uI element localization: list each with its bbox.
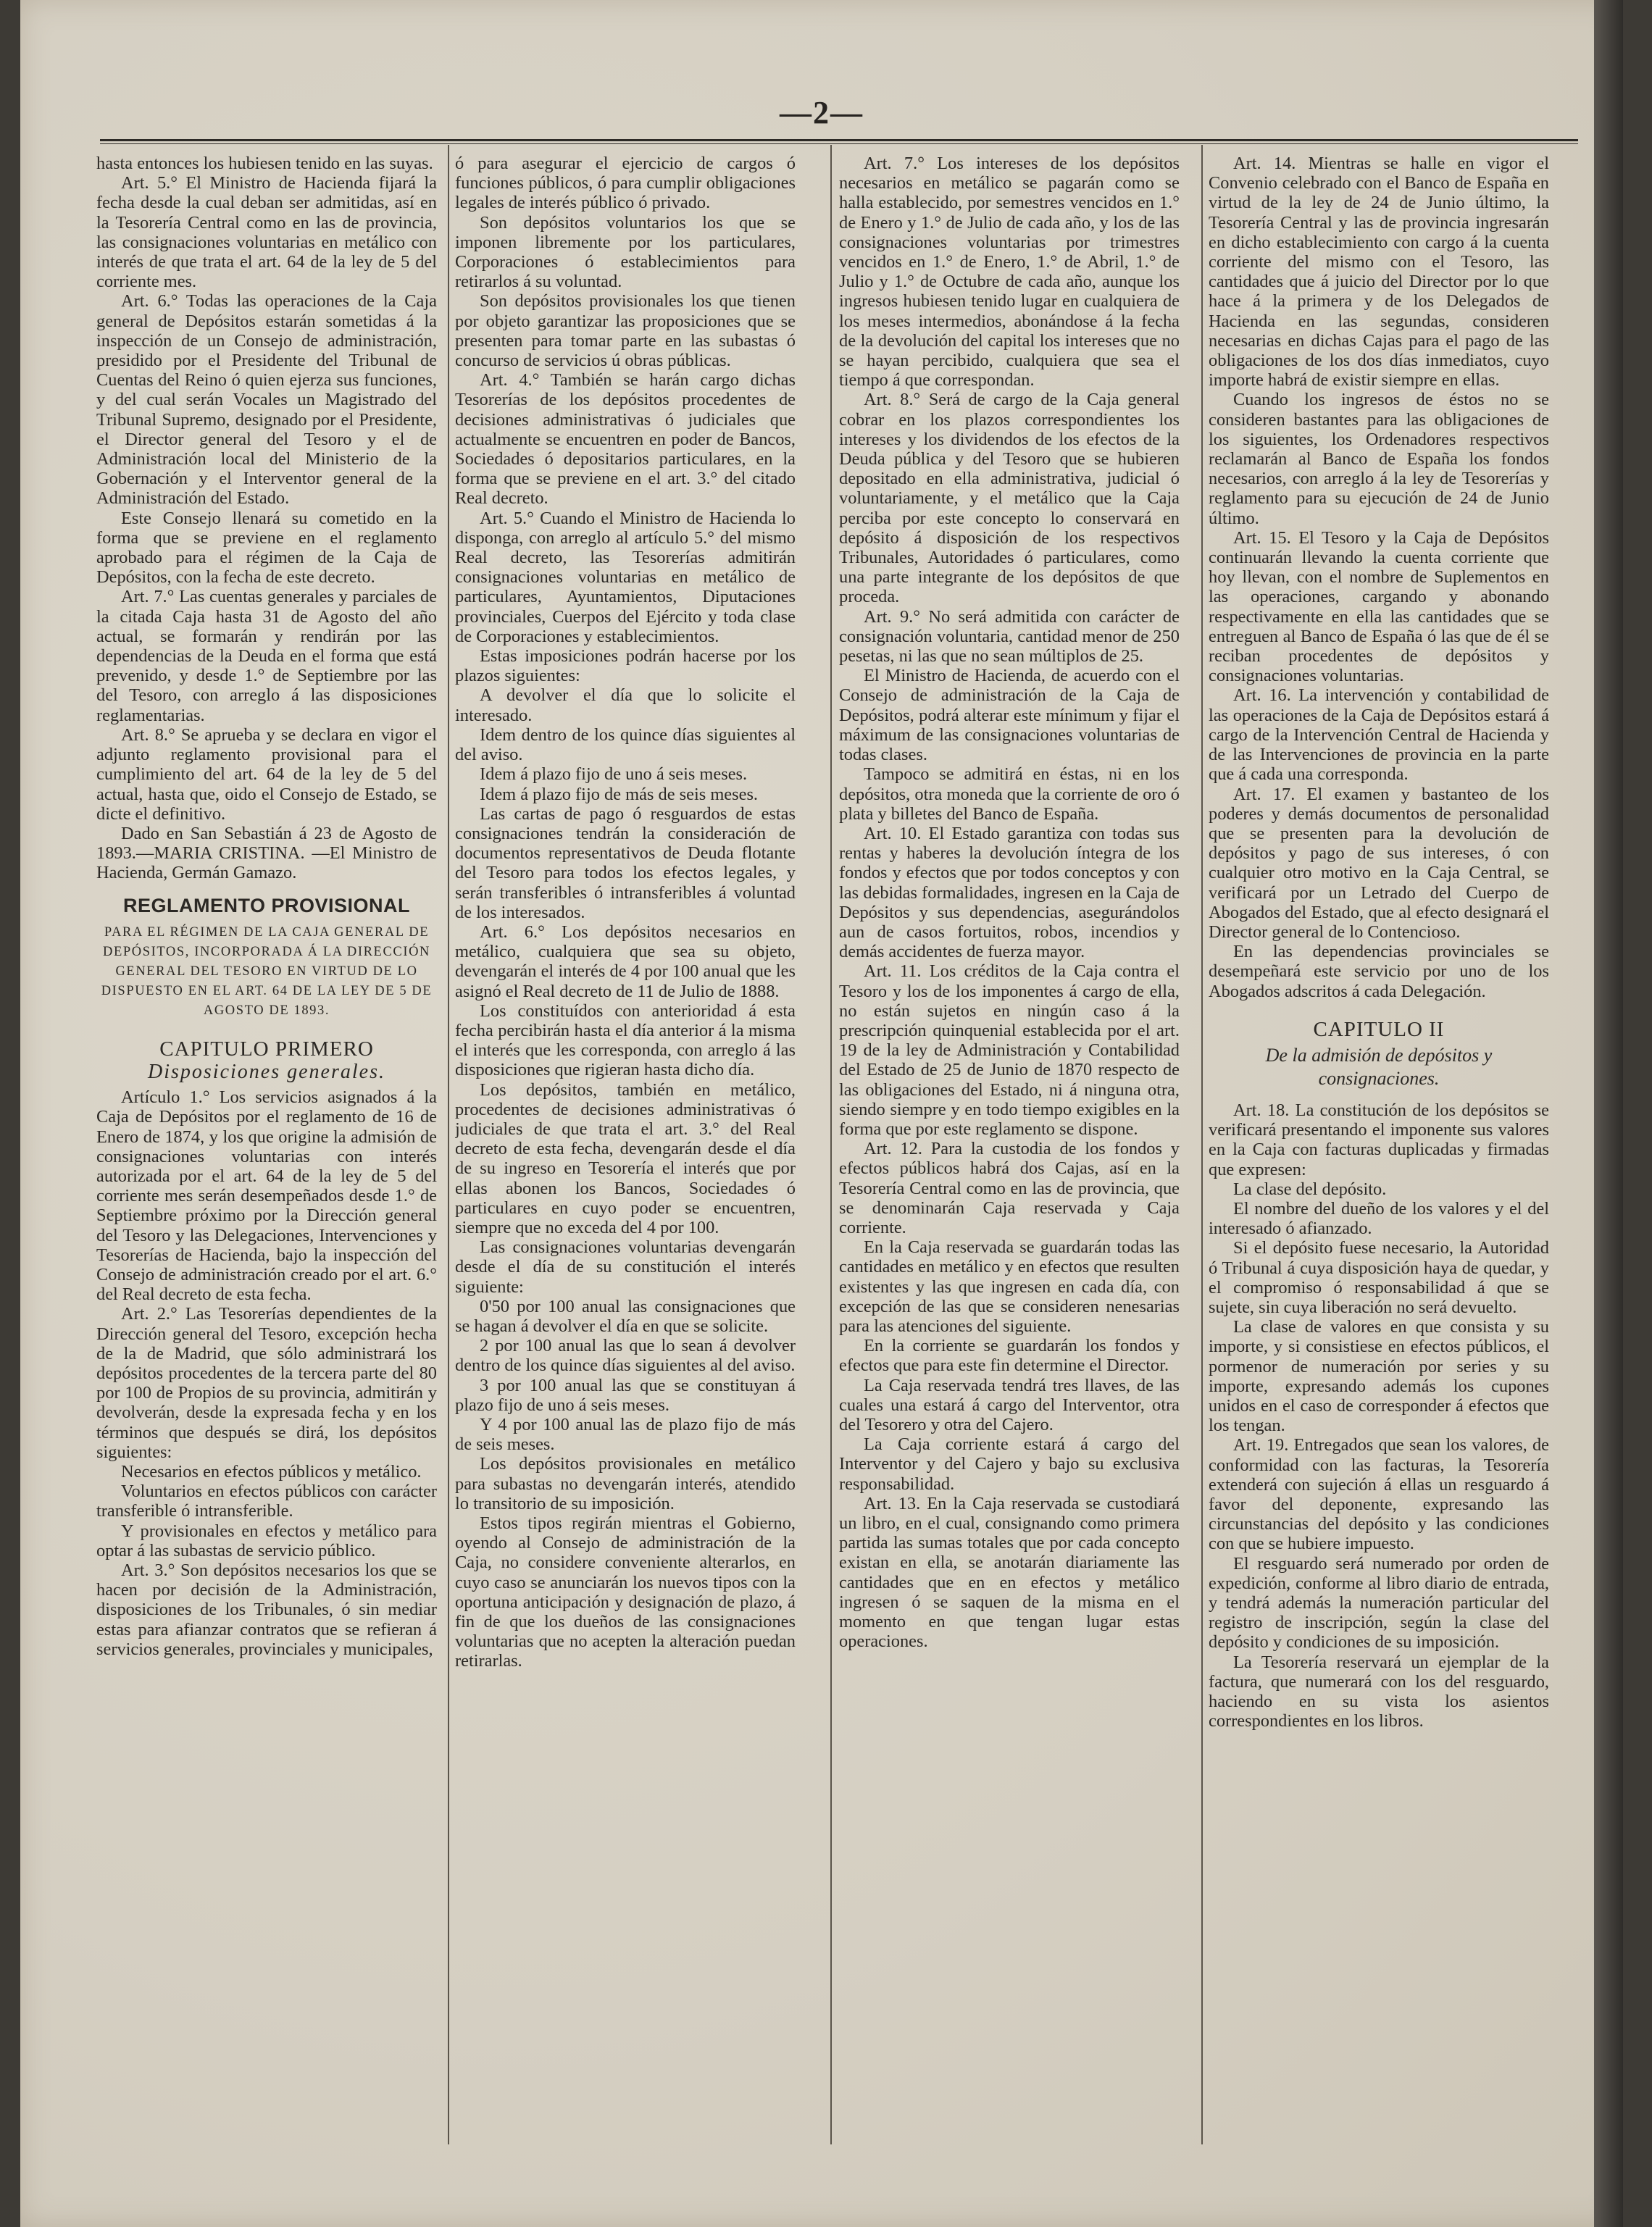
section-heading: REGLAMENTO PROVISIONAL bbox=[122, 894, 411, 916]
paragraph: ó para asegurar el ejercicio de cargos ó funciones públicos, ó para cumplir obligaciones legales de interés público ó privado. bbox=[455, 154, 796, 213]
paragraph: Art. 8.° Se aprueba y se declara en vigor el adjunto reglamento provisional para el cumplimiento del art. 64 de la ley de 5 del actual, hasta que, oido el Consejo de Estado, se dicte el definitivo. bbox=[96, 724, 437, 824]
paragraph: Son depósitos provisionales los que tienen por objeto garantizar las proposiciones que se presenten para tomar parte en las subastas ó concurso de servicios ú obras públicas. bbox=[455, 291, 796, 371]
paragraph: Idem á plazo fijo de uno á seis meses. bbox=[480, 764, 748, 785]
paragraph: Tampoco se admitirá en éstas, ni en los depósitos, otra moneda que la corriente de oro ó plata y billetes del Banco de España. bbox=[839, 764, 1180, 824]
paragraph: Este Consejo llenará su cometido en la forma que se previene en el reglamento aprobado para el régimen de la Caja de Depósitos, con la fecha de este decreto. bbox=[96, 508, 437, 588]
paragraph: Si el depósito fuese necesario, la Autoridad ó Tribunal á cuya disposición haya de quedar, y el compromiso ó responsabilidad á que se sujete, sin cuya liberación no será devuelto. bbox=[1209, 1238, 1549, 1317]
header-rule bbox=[100, 139, 1578, 144]
paragraph: Y provisionales en efectos y metálico para optar á las subastas de servicio público. bbox=[96, 1521, 437, 1560]
column-divider bbox=[1201, 145, 1203, 2144]
paragraph: Dado en San Sebastián á 23 de Agosto de 1893.—MARIA CRISTINA. —El Ministro de Hacienda, Germán Gamazo. bbox=[96, 823, 437, 883]
paragraph: Art. 6.° Los depósitos necesarios en metálico, cualquiera que sea su objeto, devengarán el interés de 4 por 100 anual que les asignó el Real decreto de 11 de Julio de 1888. bbox=[455, 922, 796, 1001]
paragraph: Los constituídos con anterioridad á esta fecha percibirán hasta el día anterior á la misma el interés que les corresponda, con arreglo á las disposiciones que rigieran hasta dicho día. bbox=[455, 1000, 796, 1080]
paragraph: Art. 16. La intervención y contabilidad de las operaciones de la Caja de Depósitos estará á cargo de la Intervención Central de Hacienda y de las Intervenciones de provincia en la parte que á cada una corresponda. bbox=[1209, 685, 1549, 785]
paragraph: 0'50 por 100 anual las consignaciones que se hagan á devolver el día en que se solicite. bbox=[455, 1296, 796, 1336]
paragraph: La clase de valores en que consista y su importe, y si consistiese en efectos públicos, el pormenor de numeración por series y su importe, expresando además los cupones unidos en el caso de corresponder á efectos que los tengan. bbox=[1209, 1317, 1549, 1436]
paragraph: Art. 12. Para la custodia de los fondos y efectos públicos habrá dos Cajas, así en la Tesorería Central como en las de provincia, que se denominarán Caja reservada y Caja corriente. bbox=[839, 1139, 1180, 1237]
text-column-4 bbox=[1209, 154, 1549, 2139]
paragraph: El nombre del dueño de los valores y el del interesado ó afianzado. bbox=[1209, 1198, 1549, 1239]
paragraph: En las dependencias provinciales se desempeñará este servicio por uno de los Abogados adscritos á cada Delegación. bbox=[1209, 942, 1549, 1001]
paragraph: El resguardo será numerado por orden de expedición, conforme al libro diario de entrada, y tendrá además la numeración particular del registro de inscripción, según la clase del depósito y condiciones de su imposición. bbox=[1209, 1553, 1549, 1653]
paragraph: Las cartas de pago ó resguardos de estas consignaciones tendrán la consideración de documentos representativos de Deuda flotante del Tesoro para todos los efectos legales, y serán transferibles ó intransferibles á voluntad de los interesados. bbox=[455, 803, 796, 922]
paragraph: Los depósitos provisionales en metálico para subastas no devengarán interés, atendido lo transitorio de su imposición. bbox=[455, 1454, 796, 1513]
paragraph: La Tesorería reservará un ejemplar de la factura, que numerará con los del resguardo, haciendo en su vista los asientos correspondientes en los libros. bbox=[1209, 1652, 1549, 1731]
paragraph: 3 por 100 anual las que se constituyan á plazo fijo de uno á seis meses. bbox=[455, 1375, 796, 1415]
chapter-title: CAPITULO PRIMERO bbox=[159, 1037, 374, 1061]
paragraph: Idem dentro de los quince días siguientes al del aviso. bbox=[455, 724, 796, 765]
paragraph: Art. 11. Los créditos de la Caja contra el Tesoro y los de los imponentes á cargo de ella, no están sujetos en ningún caso á la prescripción quinquenial establecida por el art. 19 de la ley de Administración y Contabilidad del Estado de 25 de Junio de 1870 respecto de las obligaciones del Estado, ni á ninguna otra, siendo siempre y en todo tiempo exigibles en la forma que por este reglamento se dispone. bbox=[839, 961, 1180, 1139]
paragraph: Son depósitos voluntarios los que se imponen libremente por los particulares, Corporaciones ó establecimientos para retirarlos á su voluntad. bbox=[455, 212, 796, 292]
paragraph: Art. 17. El examen y bastanteo de los poderes y demás documentos de personalidad que se presenten para la devolución de depósitos y pago de sus intereses, ó con cualquier otro motivo en la Caja Central, se verificará por un Letrado del Cuerpo de Abogados del Estado, que al efecto designará el Director general de lo Contencioso. bbox=[1209, 784, 1549, 942]
paragraph: Art. 9.° No será admitida con carácter de consignación voluntaria, cantidad menor de 250 pesetas, ni las que no sean múltiplos de 25. bbox=[839, 606, 1180, 667]
paragraph: Art. 8.° Será de cargo de la Caja general cobrar en los plazos correspondientes los intereses y los dividendos de los efectos de la Deuda pública y del Tesoro que se hubieren depositado en ella administrativa, judicial ó voluntariamente, y el metálico que la Caja perciba por este concepto lo conservará en depósito á disposición de los respectivos Tribunales, Autoridades ó particulares, como una parte integrante de los depósitos de que proceda. bbox=[839, 390, 1180, 607]
section-subheading: PARA EL RÉGIMEN DE LA CAJA GENERAL DE DEPÓSITOS, INCORPORADA Á LA DIRECCIÓN GENERAL DEL TESORO EN VIRTUD DE LO DISPUESTO EN EL ART. 64 DE LA LEY DE 5 DE AGOSTO DE 1893. bbox=[101, 924, 433, 1018]
paragraph: hasta entonces los hubiesen tenido en las suyas. bbox=[96, 154, 433, 173]
paragraph: Idem á plazo fijo de más de seis meses. bbox=[480, 784, 759, 804]
chapter-title: CAPITULO II bbox=[1313, 1017, 1445, 1041]
paragraph: Art. 18. La constitución de los depósitos se verificará presentando el imponente sus valores en la Caja con facturas duplicadas y firmadas que expresen: bbox=[1209, 1100, 1549, 1179]
paragraph: Art. 13. En la Caja reservada se custodiará un libro, en el cual, consignando como primera partida las sumas totales que por cada concepto existan en ella, se anotarán diariamente las cantidades que en en efectos y metálico ingresen ó se saquen de la misma en el momento en que tengan lugar estas operaciones. bbox=[839, 1493, 1180, 1652]
paragraph: Art. 7.° Los intereses de los depósitos necesarios en metálico se pagarán como se halla establecido, por semestres vencidos en 1.° de Enero y 1.° de Julio de cada año, y los de las consignaciones voluntarias por trimestres vencidos en 1.° de Enero, 1.° de Abril, 1.° de Julio y 1.° de Octubre de cada año, aunque los ingresos hubiesen tenido lugar en cualquiera de los meses intermedios, abonándose á la fecha de la devolución del capital los intereses que no se hayan percibido, cualquiera que sea el tiempo á que correspondan. bbox=[839, 154, 1180, 390]
newspaper-page bbox=[20, 0, 1623, 2227]
text-column-1 bbox=[96, 154, 437, 2139]
paragraph: 2 por 100 anual las que lo sean á devolver dentro de los quince días siguientes al del aviso. bbox=[455, 1336, 796, 1376]
paragraph: Estas imposiciones podrán hacerse por los plazos siguientes: bbox=[455, 646, 796, 686]
paragraph: La Caja reservada tendrá tres llaves, de las cuales una estará á cargo del Interventor, otra del Tesorero y otra del Cajero. bbox=[839, 1375, 1180, 1434]
chapter-subtitle: De la admisión de depósitos y consignaciones. bbox=[1265, 1044, 1493, 1089]
paragraph: Voluntarios en efectos públicos con carácter transferible ó intransferible. bbox=[96, 1482, 437, 1521]
paragraph: Art. 5.° Cuando el Ministro de Hacienda lo disponga, con arreglo al artículo 5.° del mismo Real decreto, las Tesorerías admitirán consignaciones voluntarias en metálico de particulares, Ayuntamientos, Diputaciones provinciales, Cuerpos del Ejército y toda clase de Corporaciones y establecimientos. bbox=[455, 508, 796, 646]
column-divider bbox=[448, 145, 449, 2144]
page-edge-shadow bbox=[1594, 0, 1623, 2227]
paragraph: Art. 14. Mientras se halle en vigor el Convenio celebrado con el Banco de España en virtud de la ley de 24 de Junio último, la Tesorería Central y las de provincia ingresarán en dicho establecimiento con cargo á la cuenta corriente del mismo con el Tesoro, las cantidades que á juicio del Director por lo que hace á la primera y de los Delegados de Hacienda en las segundas, consideren necesarias en dichas Cajas para el pago de las obligaciones de los dos días inmediatos, cuyo importe habrá de existir siempre en ellas. bbox=[1209, 154, 1549, 390]
chapter-subtitle: Disposiciones generales. bbox=[148, 1060, 385, 1083]
paragraph: En la corriente se guardarán los fondos y efectos que para este fin determine el Director. bbox=[839, 1336, 1180, 1376]
paragraph: En la Caja reservada se guardarán todas las cantidades en metálico y en efectos que resulten existentes y las que ingresen en cada día, con excepción de las que se consideren nenesarias para las atenciones del siguiente. bbox=[839, 1237, 1180, 1336]
paragraph: La clase del depósito. bbox=[1233, 1179, 1387, 1199]
paragraph: La Caja corriente estará á cargo del Interventor y del Cajero y bajo su exclusiva responsabilidad. bbox=[839, 1434, 1180, 1494]
paragraph: Art. 5.° El Ministro de Hacienda fijará la fecha desde la cual deban ser admitidas, así en la Tesorería Central como en las de provincia, las consignaciones voluntarias en metálico con interés de que trata el art. 64 de la ley de 5 del corriente mes. bbox=[96, 173, 437, 292]
paragraph: Art. 15. El Tesoro y la Caja de Depósitos continuarán llevando la cuenta corriente que hoy llevan, con el nombre de Suplementos en las operaciones, cargando y abonando respectivamente en ella las cantidades que se entreguen al Banco de España ó las que de él se reciban procedentes de depósitos y consignaciones voluntarias. bbox=[1209, 527, 1549, 686]
paragraph: Art. 6.° Todas las operaciones de la Caja general de Depósitos estarán sometidas á la inspección de un Consejo de administración, presidido por el Presidente del Tribunal de Cuentas del Reino ó quien ejerza sus funciones, y del cual serán Vocales un Magistrado del Tribunal Supremo, designado por el Presidente, el Director general del Tesoro y el de Administración local del Ministerio de la Gobernación y el Interventor general de la Administración del Estado. bbox=[96, 291, 437, 509]
paragraph: Art. 4.° También se harán cargo dichas Tesorerías de los depósitos procedentes de decisiones administrativas ó judiciales que actualmente se encuentren en poder de Bancos, Sociedades ó depositarios particulares, en la forma que se previene en el art. 3.° del citado Real decreto. bbox=[455, 370, 796, 509]
text-column-3 bbox=[839, 154, 1180, 2139]
paragraph: Necesarios en efectos públicos y metálico. bbox=[121, 1461, 422, 1482]
paragraph: Art. 7.° Las cuentas generales y parciales de la citada Caja hasta 31 de Agosto del año actual, se formarán y rendirán por las dependencias de la Deuda en el forma que está prevenido, y desde 1.° de Septiembre por las del Tesoro, con arreglo á las disposiciones reglamentarias. bbox=[96, 587, 437, 725]
paragraph: Artículo 1.° Los servicios asignados á la Caja de Depósitos por el reglamento de 16 de Enero de 1874, y los que origine la admisión de consignaciones voluntarias con interés autorizada por el art. 64 de la ley de 5 del corriente mes serán desempeñados desde 1.° de Septiembre próximo por la Dirección general del Tesoro y las Delegaciones, Intervenciones y Tesorerías de Hacienda, bajo la inspección del Consejo de administración creado por el art. 6.° del Real decreto de esta fecha. bbox=[96, 1087, 437, 1305]
paragraph: Art. 19. Entregados que sean los valores, de conformidad con las facturas, la Tesorería extenderá con sujeción á ellas un resguardo á favor del deponente, expresando las circunstancias del depósito y las condiciones con que se hubiere impuesto. bbox=[1209, 1435, 1549, 1554]
paragraph: Los depósitos, también en metálico, procedentes de decisiones administrativas ó judiciales de que trata el art. 3.° del Real decreto de esta fecha, devengarán desde el día de su ingreso en Tesorería el interés que por ellas abonen los Bancos, Sociedades ó particulares en cuyo poder se encuentren, siempre que no exceda del 4 por 100. bbox=[455, 1079, 796, 1237]
page-number: —2— bbox=[780, 95, 864, 130]
paragraph: Estos tipos regirán mientras el Gobierno, oyendo al Consejo de administración de la Caja, no considere conveniente alterarlos, en cuyo caso se anunciarán los nuevos tipos con la oportuna anticipación y designación de plazo, á fin de que los dueños de las consignaciones voluntarias que no acepten la alteración puedan retirarlas. bbox=[455, 1513, 796, 1671]
paragraph: Art. 10. El Estado garantiza con todas sus rentas y haberes la devolución íntegra de los fondos y efectos que por todos conceptos y con las debidas formalidades, ingresen en la Caja de Depósitos y sus dependencias, asegurándolos aun de casos fortuitos, robos, incendios y demás accidentes de fuerza mayor. bbox=[839, 823, 1180, 962]
column-divider bbox=[830, 145, 832, 2144]
paragraph: El Ministro de Hacienda, de acuerdo con el Consejo de administración de la Caja de Depósitos, podrá alterar este mínimum y fijar el máximum de las consignaciones voluntarias de todas clases. bbox=[839, 666, 1180, 765]
paragraph: Y 4 por 100 anual las de plazo fijo de más de seis meses. bbox=[455, 1415, 796, 1455]
paragraph: Cuando los ingresos de éstos no se consideren bastantes para las obligaciones de los siguientes, los Ordenadores respectivos reclamarán al Banco de España los fondos necesarios, con arreglo á la ley de Tesorerías y reglamento para su ejecución de 24 de Junio último. bbox=[1209, 390, 1549, 528]
text-column-2 bbox=[455, 154, 796, 2139]
paragraph: A devolver el día que lo solicite el interesado. bbox=[455, 685, 796, 725]
paragraph: Art. 3.° Son depósitos necesarios los que se hacen por decisión de la Administración, disposiciones de los Tribunales, ó sin mediar estas para afianzar contratos que se refieran á servicios generales, provinciales y municipales, bbox=[96, 1560, 437, 1659]
paragraph: Las consignaciones voluntarias devengarán desde el día de su constitución el interés siguiente: bbox=[455, 1237, 796, 1297]
paragraph: Art. 2.° Las Tesorerías dependientes de la Dirección general del Tesoro, excepción hecha de la de Madrid, que sólo administrará los depósitos procedentes de la tercera parte del 80 por 100 de Propios de su provincia, admitirán y devolverán, desde la expresada fecha y en los términos que después se dirá, los depósitos siguientes: bbox=[96, 1304, 437, 1462]
